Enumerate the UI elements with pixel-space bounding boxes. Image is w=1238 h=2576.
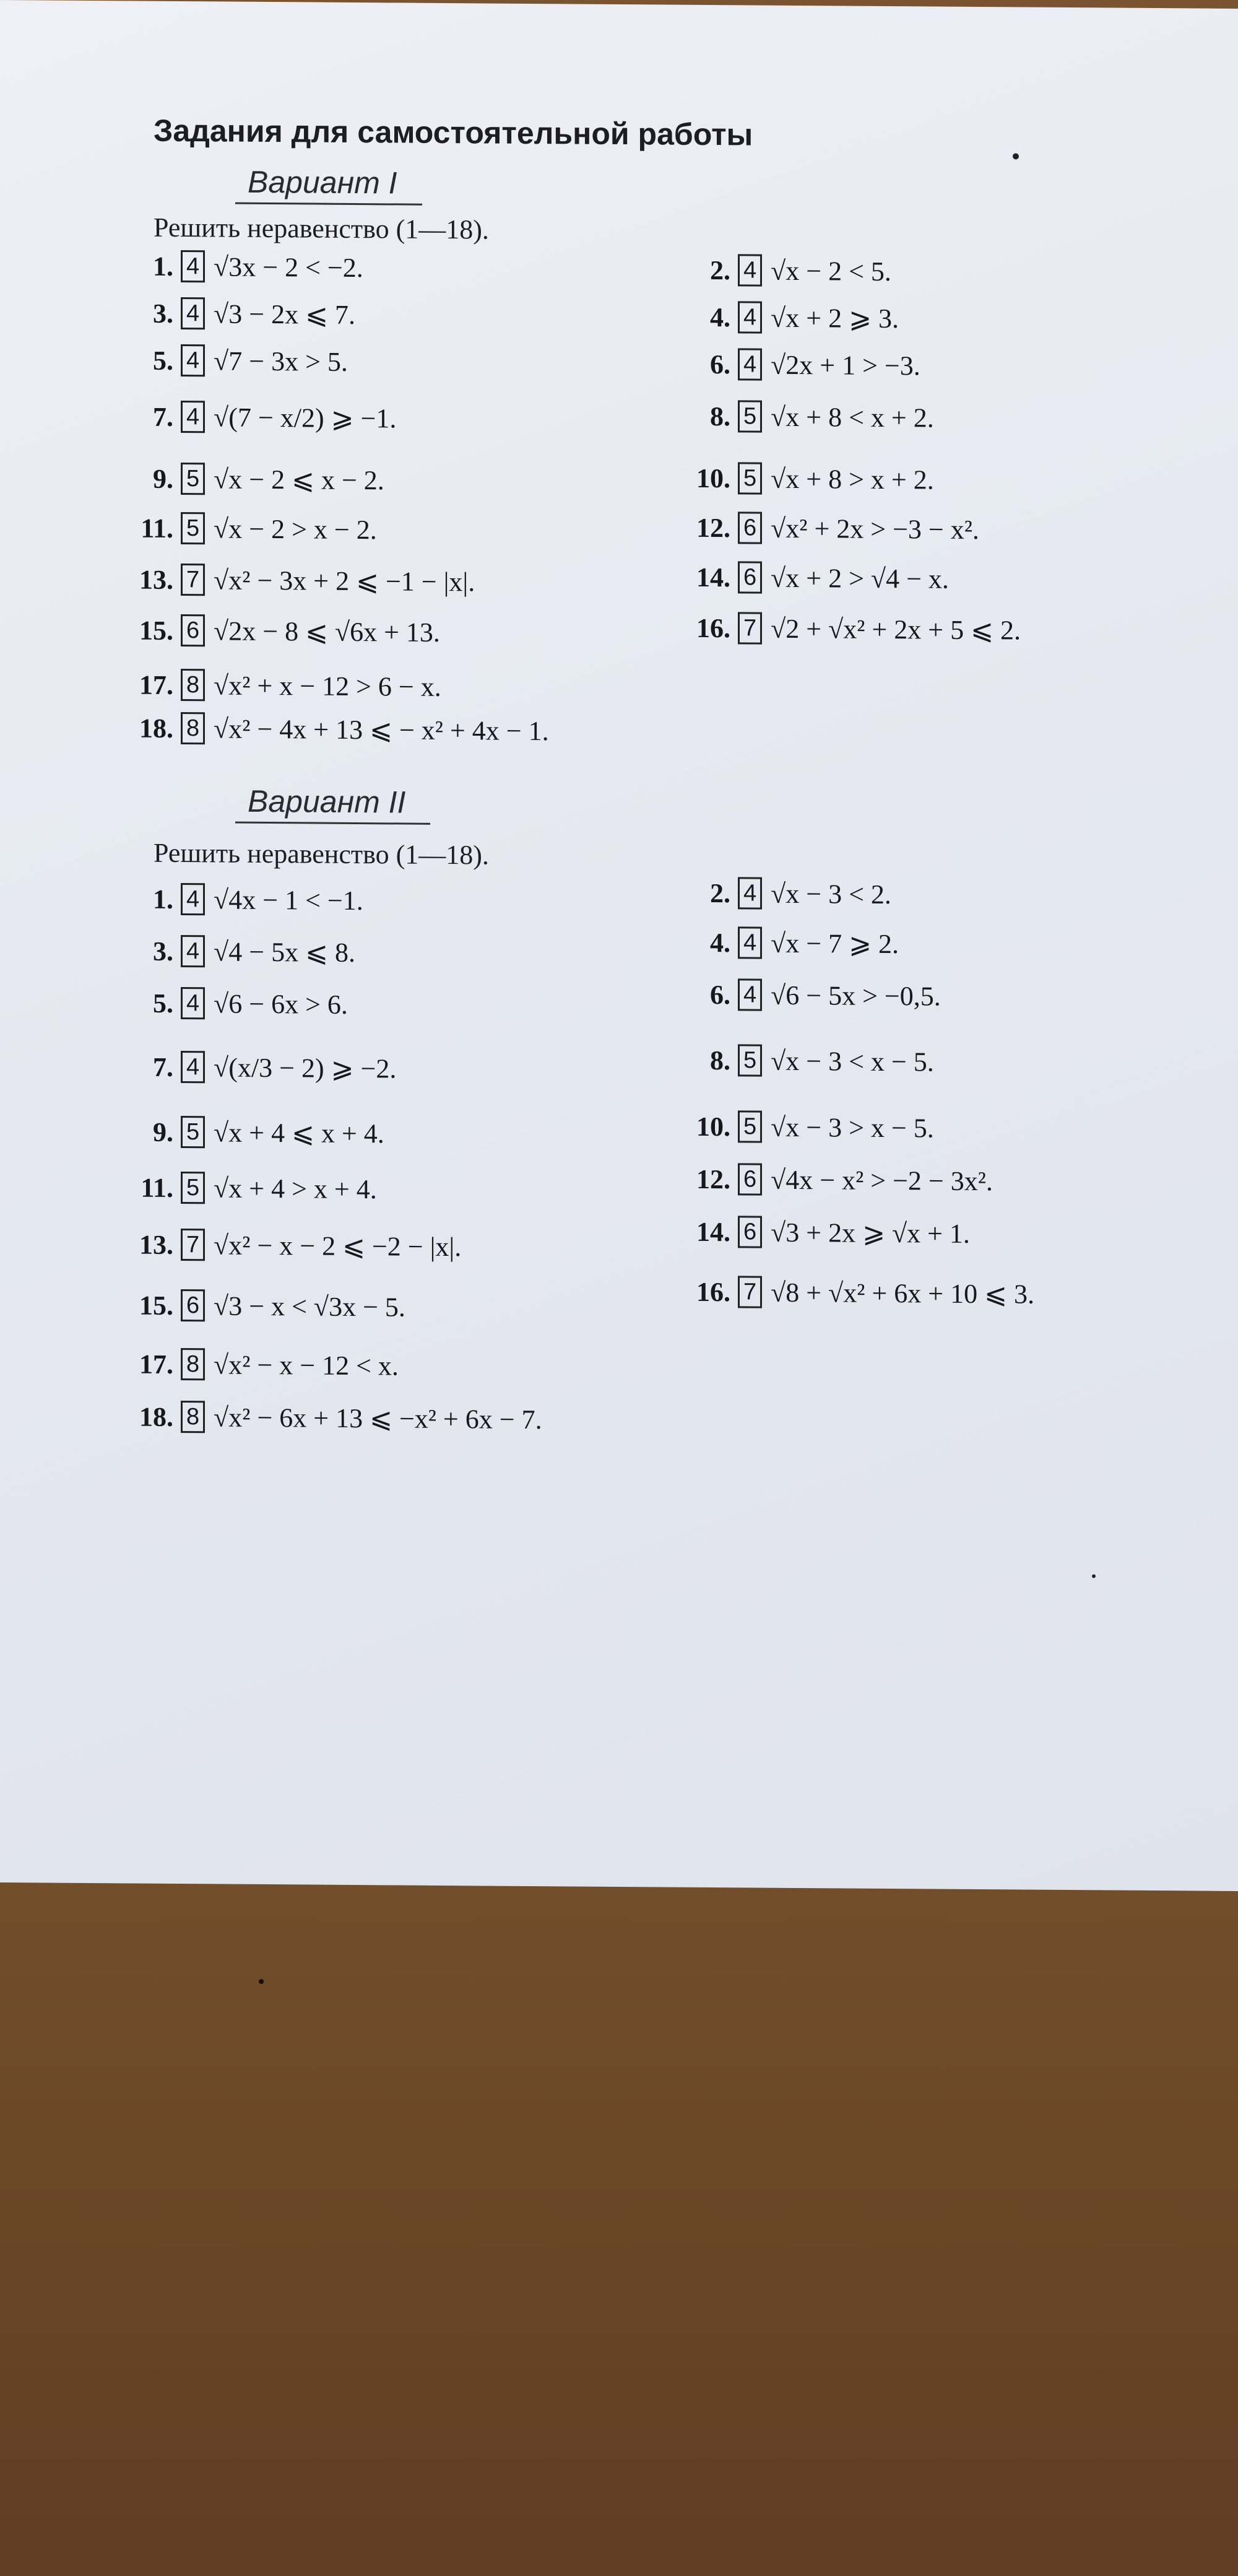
inequality: √6 − 6x > 6.: [214, 988, 348, 1020]
difficulty-box: 4: [181, 250, 205, 282]
difficulty-box: 5: [181, 1116, 205, 1148]
inequality: √4 − 5x ⩽ 8.: [214, 936, 355, 968]
task-row: [124, 1228, 461, 1263]
task-row: [681, 1163, 993, 1198]
difficulty-box: 5: [181, 1172, 205, 1204]
task-row: [681, 1110, 934, 1144]
task-row: [124, 1050, 396, 1084]
difficulty-box: 4: [181, 344, 205, 376]
task-row: [124, 1400, 542, 1435]
task-row: [124, 882, 363, 916]
task-number: 12.: [696, 512, 730, 543]
table-speck-icon: [259, 1979, 264, 1984]
difficulty-box: 8: [181, 712, 205, 744]
inequality: √4x − 1 < −1.: [214, 884, 363, 916]
inequality: √x − 3 > x − 5.: [771, 1112, 934, 1144]
inequality: √x − 2 ⩽ x − 2.: [214, 463, 384, 495]
inequality: √x − 3 < x − 5.: [771, 1045, 934, 1077]
inequality: √x + 8 > x + 2.: [771, 463, 934, 495]
difficulty-box: 7: [181, 1229, 205, 1261]
task-row: [681, 400, 934, 434]
difficulty-box: 4: [738, 978, 762, 1011]
difficulty-box: 4: [181, 401, 205, 433]
inequality: √x² − 3x + 2 ⩽ −1 − |x|.: [214, 564, 475, 597]
task-number: 5.: [153, 345, 173, 376]
task-row: [124, 934, 355, 968]
task-number: 3.: [153, 298, 173, 329]
task-row: [124, 711, 549, 747]
inequality: √3 − 2x ⩽ 7.: [214, 298, 355, 330]
difficulty-box: 4: [738, 348, 762, 380]
inequality: √x + 4 ⩽ x + 4.: [214, 1116, 384, 1149]
task-number: 1.: [153, 884, 173, 915]
task-number: 16.: [696, 612, 730, 643]
task-row: [124, 400, 396, 434]
difficulty-box: 5: [738, 462, 762, 494]
task-number: 13.: [139, 564, 173, 595]
task-number: 14.: [696, 562, 730, 593]
inequality: √x² − x − 12 < x.: [214, 1349, 399, 1381]
task-row: [681, 612, 1021, 646]
inequality: √x² + x − 12 > 6 − x.: [214, 669, 441, 702]
difficulty-box: 7: [738, 1276, 762, 1308]
inequality: √8 + √x² + 6x + 10 ⩽ 3.: [771, 1277, 1034, 1310]
task-number: 4.: [710, 927, 730, 958]
task-number: 15.: [139, 1290, 173, 1321]
speck-icon: [1092, 1574, 1096, 1578]
difficulty-box: 5: [738, 1110, 762, 1142]
task-row: [124, 1171, 377, 1205]
difficulty-box: 4: [181, 297, 205, 329]
difficulty-box: 8: [181, 1401, 205, 1433]
inequality: √3 − x < √3x − 5.: [214, 1290, 405, 1323]
difficulty-box: 4: [181, 1051, 205, 1083]
variant-2-instruction: Решить неравенство (1—18).: [154, 837, 489, 871]
task-row: [124, 614, 440, 648]
difficulty-box: 5: [181, 512, 205, 544]
task-number: 15.: [139, 615, 173, 646]
difficulty-box: 6: [738, 1163, 762, 1195]
inequality: √x − 7 ⩾ 2.: [771, 928, 899, 959]
task-number: 7.: [153, 1051, 173, 1082]
difficulty-box: 4: [738, 301, 762, 333]
task-row: [124, 250, 363, 284]
difficulty-box: 6: [738, 561, 762, 593]
difficulty-box: 4: [181, 987, 205, 1019]
task-row: [681, 511, 979, 546]
variant-2-label: Вариант II: [235, 783, 430, 825]
task-number: 17.: [139, 1349, 173, 1380]
task-number: 2.: [710, 255, 730, 285]
difficulty-box: 6: [738, 511, 762, 544]
difficulty-box: 4: [738, 877, 762, 909]
inequality: √x² − x − 2 ⩽ −2 − |x|.: [214, 1229, 462, 1262]
task-row: [681, 877, 891, 910]
task-number: 17.: [139, 669, 173, 700]
difficulty-box: 8: [181, 669, 205, 701]
inequality: √4x − x² > −2 − 3x².: [771, 1164, 993, 1196]
task-number: 8.: [710, 1045, 730, 1076]
task-number: 18.: [139, 1401, 173, 1432]
difficulty-box: 6: [181, 1289, 205, 1321]
inequality: √x − 3 < 2.: [771, 878, 891, 910]
task-number: 2.: [710, 877, 730, 908]
task-number: 6.: [710, 349, 730, 380]
inequality: √(x/3 − 2) ⩾ −2.: [214, 1051, 397, 1084]
inequality: √x² − 6x + 13 ⩽ −x² + 6x − 7.: [214, 1401, 542, 1435]
task-number: 7.: [153, 401, 173, 432]
difficulty-box: 5: [738, 1044, 762, 1076]
inequality: √6 − 5x > −0,5.: [771, 980, 941, 1012]
task-number: 18.: [139, 713, 173, 744]
inequality: √2 + √x² + 2x + 5 ⩽ 2.: [771, 613, 1021, 646]
ink-dot-icon: [1013, 153, 1019, 159]
task-number: 6.: [710, 979, 730, 1010]
task-number: 14.: [696, 1216, 730, 1247]
variant-1-instruction: Решить неравенство (1—18).: [154, 212, 489, 245]
difficulty-box: 7: [738, 612, 762, 644]
inequality: √x² + 2x > −3 − x².: [771, 513, 979, 545]
task-row: [124, 986, 348, 1020]
difficulty-box: 4: [738, 254, 762, 286]
task-row: [124, 1347, 399, 1382]
difficulty-box: 8: [181, 1348, 205, 1380]
inequality: √2x − 8 ⩽ √6x + 13.: [214, 615, 440, 648]
task-row: [124, 344, 348, 378]
inequality: √2x + 1 > −3.: [771, 349, 920, 381]
task-number: 10.: [696, 463, 730, 494]
task-row: [681, 254, 891, 287]
difficulty-box: 6: [181, 614, 205, 646]
task-row: [681, 1276, 1034, 1310]
difficulty-box: 4: [738, 926, 762, 959]
task-row: [124, 668, 441, 703]
inequality: √x + 4 > x + 4.: [214, 1172, 377, 1204]
task-row: [681, 561, 949, 595]
difficulty-box: 6: [738, 1216, 762, 1248]
inequality: √3 + 2x ⩾ √x + 1.: [771, 1217, 970, 1249]
difficulty-box: 4: [181, 935, 205, 967]
task-row: [124, 563, 475, 598]
task-number: 9.: [153, 1116, 173, 1147]
task-row: [124, 511, 377, 546]
inequality: √x² − 4x + 13 ⩽ − x² + 4x − 1.: [214, 713, 549, 746]
task-number: 8.: [710, 401, 730, 432]
task-row: [124, 462, 384, 496]
task-number: 12.: [696, 1164, 730, 1194]
difficulty-box: 5: [181, 463, 205, 495]
task-row: [681, 1044, 934, 1078]
page-title: Задания для самостоятельной работы: [154, 113, 753, 152]
task-row: [124, 1115, 384, 1149]
task-row: [681, 348, 920, 382]
task-row: [681, 301, 899, 334]
task-number: 10.: [696, 1111, 730, 1142]
inequality: √(7 − x/2) ⩾ −1.: [214, 401, 397, 433]
inequality: √x − 2 > x − 2.: [214, 513, 377, 545]
task-row: [124, 1289, 405, 1323]
inequality: √7 − 3x > 5.: [214, 345, 348, 377]
variant-1-label: Вариант I: [235, 164, 422, 206]
task-row: [681, 926, 899, 960]
difficulty-box: 7: [181, 564, 205, 596]
inequality: √x + 8 < x + 2.: [771, 401, 934, 433]
task-number: 13.: [139, 1229, 173, 1260]
task-number: 16.: [696, 1276, 730, 1307]
task-number: 11.: [141, 513, 173, 544]
inequality: √x + 2 ⩾ 3.: [771, 302, 899, 334]
difficulty-box: 5: [738, 400, 762, 432]
task-number: 4.: [710, 302, 730, 333]
task-number: 11.: [141, 1172, 173, 1203]
task-row: [681, 1216, 970, 1250]
task-number: 3.: [153, 936, 173, 967]
task-row: [681, 462, 934, 496]
inequality: √x + 2 > √4 − x.: [771, 562, 949, 594]
inequality: √3x − 2 < −2.: [214, 251, 363, 283]
task-number: 9.: [153, 463, 173, 494]
task-row: [124, 297, 355, 331]
difficulty-box: 4: [181, 883, 205, 915]
task-row: [681, 978, 941, 1012]
inequality: √x − 2 < 5.: [771, 255, 891, 287]
task-number: 1.: [153, 251, 173, 282]
task-number: 5.: [153, 988, 173, 1019]
